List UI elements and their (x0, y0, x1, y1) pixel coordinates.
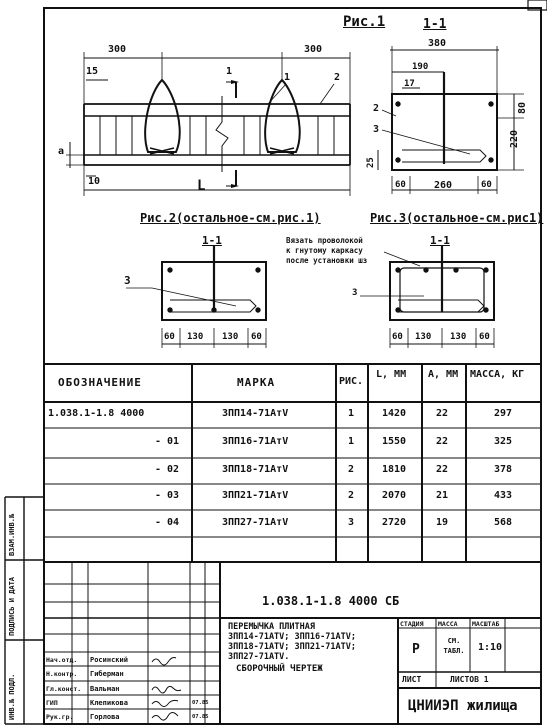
row-mark: 3ПП14-71АтV (222, 408, 289, 419)
row-designation: 1.038.1-1.8 4000 (48, 408, 145, 419)
fig3-note-line: после установки шз (286, 256, 368, 265)
section-callout-2: 2 (373, 103, 380, 114)
person-date: 07.85 (192, 700, 209, 706)
stage-value: Р (412, 642, 420, 657)
fig1-section-label: 1-1 (423, 17, 447, 32)
dim-15: 15 (86, 66, 99, 77)
callout-2: 2 (334, 72, 341, 83)
dim-a: a (58, 146, 65, 157)
row-a: 22 (436, 464, 449, 475)
header-designation: ОБОЗНАЧЕНИЕ (58, 376, 142, 389)
description-line: 3ПП18-71АТV; 3ПП21-71АТV; (228, 642, 356, 652)
fig3-dim-60-a: 60 (392, 332, 403, 342)
mass-label: МАССА (438, 620, 458, 628)
person-name: Вальман (90, 685, 120, 693)
fig2-title: Рис.2(остальное-см.рис.1) (140, 211, 321, 225)
row-a: 22 (436, 436, 449, 447)
dim-300-left: 300 (108, 44, 127, 55)
fig2-section-label: 1-1 (202, 234, 222, 247)
section-callout-3: 3 (373, 124, 380, 135)
row-fig: 1 (348, 436, 355, 447)
fig3-dim-130-b: 130 (450, 332, 467, 342)
row-fig: 3 (348, 517, 355, 528)
person-date: 07.85 (192, 714, 209, 720)
person-role: Н.контр. (46, 670, 78, 678)
dim-60-b: 60 (481, 180, 492, 190)
row-mass: 568 (494, 517, 513, 528)
row-mass: 433 (494, 490, 513, 501)
row-designation: - 04 (155, 517, 180, 528)
cut-mark-label: 1 (226, 66, 233, 77)
document-code: 1.038.1-1.8 4000 СБ (262, 594, 400, 608)
dim-60-a: 60 (395, 180, 406, 190)
row-a: 19 (436, 517, 449, 528)
fig3-note (286, 236, 367, 266)
stage-label: СТАДИЯ (400, 620, 424, 628)
dim-10: 10 (88, 176, 101, 187)
row-designation: - 02 (155, 464, 180, 475)
sheets-label: ЛИСТОВ 1 (450, 675, 489, 684)
fig2-dim-60-b: 60 (251, 332, 262, 342)
scale-label: МАСШТАБ (472, 620, 500, 628)
person-name: Клепикова (90, 699, 128, 707)
organization-name-text: ЦНИИЭП жилища (408, 698, 518, 714)
fig3-dim-130-a: 130 (415, 332, 432, 342)
fig3-dim-60-b: 60 (479, 332, 490, 342)
side-label-inv-original: ИНВ.№ ПОДЛ. (8, 673, 16, 720)
row-a: 22 (436, 408, 449, 419)
fig2-dim-130-a: 130 (187, 332, 204, 342)
row-length: 1420 (382, 408, 407, 419)
header-fig: РИС. (339, 376, 364, 387)
row-mass: 378 (494, 464, 513, 475)
row-a: 21 (436, 490, 449, 501)
fig1-title: Рис.1 (343, 14, 386, 30)
row-length: 2720 (382, 517, 407, 528)
scale-value: 1:10 (478, 642, 503, 653)
row-length: 2070 (382, 490, 407, 501)
row-mark: 3ПП16-71АтV (222, 436, 289, 447)
side-label-replace-inv: ВЗАМ.ИНВ.№ (8, 513, 16, 556)
document-description (228, 622, 356, 662)
fig2-callout-3: 3 (124, 274, 131, 287)
person-name: Гиберман (90, 670, 124, 678)
row-fig: 2 (348, 490, 355, 501)
fig3-title: Рис.3(остальное-см.рис1) (370, 211, 544, 225)
header-mass: МАССА, КГ (470, 369, 525, 380)
signature-marks (152, 658, 181, 721)
row-mass: 325 (494, 436, 513, 447)
fig3-section-label: 1-1 (430, 234, 450, 247)
row-mark: 3ПП27-71АтV (222, 517, 289, 528)
description-line: 3ПП27-71АТV. (228, 652, 290, 662)
row-fig: 1 (348, 408, 355, 419)
person-role: Рук.гр. (46, 713, 74, 721)
dim-25: 25 (366, 157, 376, 168)
dim-190: 190 (412, 62, 429, 72)
person-role: Гл.конст. (46, 685, 82, 693)
header-a: A, ММ (428, 369, 459, 380)
header-length: L, ММ (376, 369, 407, 380)
dim-80: 80 (517, 101, 528, 114)
person-role: ГИП (46, 699, 58, 707)
row-length: 1810 (382, 464, 407, 475)
dim-17: 17 (404, 79, 415, 89)
document-type: СБОРОЧНЫЙ ЧЕРТЕЖ (236, 664, 323, 674)
person-name: Росинский (90, 656, 128, 664)
dim-300-right: 300 (304, 44, 323, 55)
row-mark: 3ПП18-71АтV (222, 464, 289, 475)
fig2-dim-130-b: 130 (222, 332, 239, 342)
row-mark: 3ПП21-71АтV (222, 490, 289, 501)
fig3-note-line: к гнутому каркасу (286, 246, 363, 255)
person-name: Горлова (90, 713, 120, 721)
row-designation: - 03 (155, 490, 180, 501)
side-label-signature-date: ПОДПИСЬ И ДАТА (8, 576, 16, 636)
organization-name (408, 698, 518, 714)
description-line: 3ПП14-71АТV; 3ПП16-71АТV; (228, 632, 356, 642)
fig2-dim-60-a: 60 (164, 332, 175, 342)
person-role: Нач.отд. (46, 656, 78, 664)
row-mass: 297 (494, 408, 513, 419)
dim-260: 260 (434, 180, 453, 191)
fig3-callout-3: 3 (352, 288, 358, 298)
description-line: ПЕРЕМЫЧКА ПЛИТНАЯ (228, 622, 315, 632)
dim-L: L (197, 178, 206, 194)
dim-220: 220 (509, 129, 520, 148)
fig3-note-line: Вязать проволокой (286, 236, 363, 245)
row-length: 1550 (382, 436, 407, 447)
dim-380: 380 (428, 38, 447, 49)
row-designation: - 01 (155, 436, 180, 447)
callout-1: 1 (284, 72, 291, 83)
row-fig: 2 (348, 464, 355, 475)
header-mark: МАРКА (237, 376, 276, 389)
mass-value: СМ. ТАБЛ. (443, 637, 465, 655)
sheet-label: ЛИСТ (402, 675, 422, 684)
